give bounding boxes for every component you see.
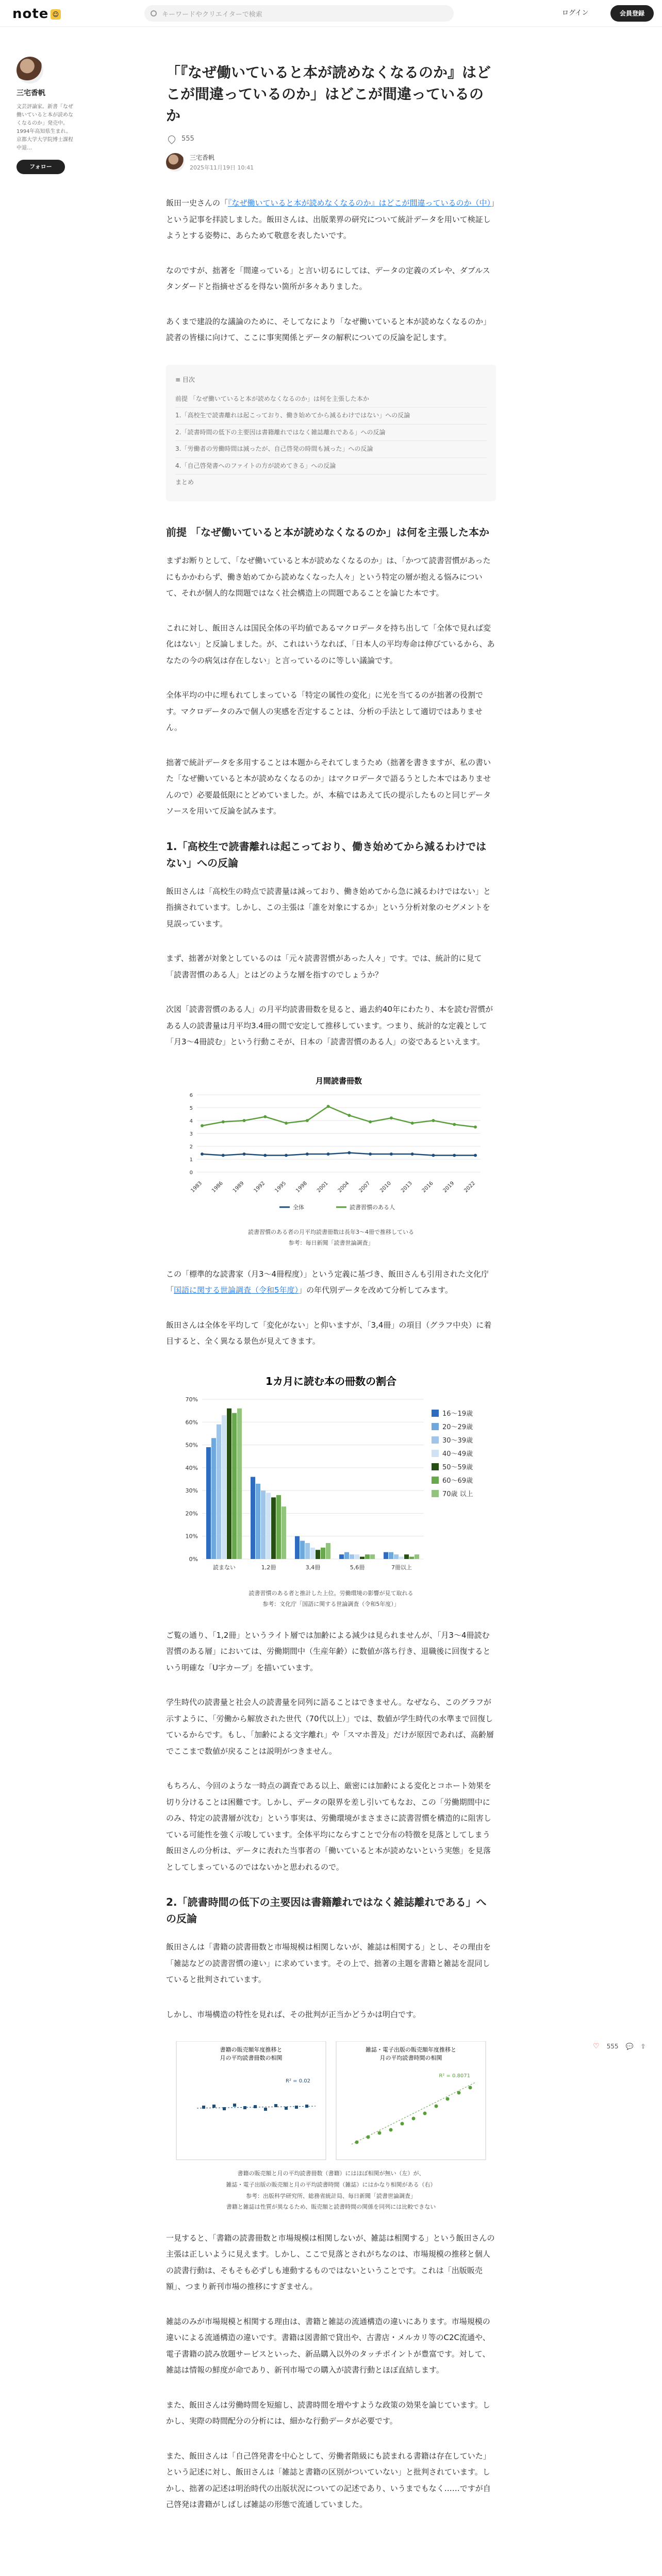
paragraph: 次図「読書習慣のある人」の月平均読書冊数を見ると、過去約40年にわたり、本を読む習慣がある人の読書量は月平均3.4冊の間で安定して推移しています。つまり、統計的な定義として「月3〜4冊読む」という行動こそが、日本の「読書習慣のある人」の姿であるといえます。 <box>166 1005 493 1047</box>
data-point <box>474 1125 477 1128</box>
section-heading: 前提 「なぜ働いていると本が読めなくなるのか」は何を主張した本か <box>166 526 489 539</box>
figure-bar-chart <box>166 1368 496 1609</box>
author-sidebar <box>16 57 73 174</box>
data-point <box>390 1153 393 1156</box>
figure-caption: 読書習慣のある者の月平均読書冊数は長年3〜4冊で推移している <box>248 1228 414 1235</box>
article-title: 「『なぜ働いていると本が読めなくなるのか』はどこが間違っているのか」はどこが間違っているのか <box>166 64 491 124</box>
scatter-point <box>446 2097 450 2101</box>
comment-icon[interactable]: 💬 <box>625 2043 634 2050</box>
legend-label: 70歳 以上 <box>442 1490 473 1498</box>
bar <box>237 1408 242 1558</box>
x-tick-label: 2016 <box>421 1180 435 1194</box>
figure-caption: 読書習慣のある者と推計した上位。労働環境の影響が見て取れる <box>249 1589 413 1597</box>
data-point <box>285 1122 288 1125</box>
bar <box>217 1424 221 1558</box>
y-tick-label: 3 <box>189 1131 193 1137</box>
y-tick-label: 6 <box>189 1092 193 1098</box>
bar <box>350 1554 354 1559</box>
scatter-point <box>243 2106 246 2109</box>
data-point <box>263 1154 267 1157</box>
x-tick-label: 5,6冊 <box>350 1564 365 1571</box>
bar <box>300 1540 305 1558</box>
data-point <box>327 1105 330 1108</box>
follow-button[interactable] <box>16 160 65 174</box>
paragraph-text-b: 」の年代別データを改めて分析してみます。 <box>299 1285 453 1295</box>
likes-row <box>166 135 496 143</box>
paragraph: 飯田さんは「高校生の時点で読書量は減っており、働き始めてから急に減るわけではない」と指摘されています。しかし、この主張は「誰を対象にするか」という分析対象のセグメントを見誤っています。 <box>166 886 491 928</box>
x-tick-label: 1992 <box>253 1180 267 1194</box>
bar <box>295 1536 300 1558</box>
figure-scatter-pair <box>166 2041 496 2211</box>
scatter-point <box>233 2104 236 2107</box>
line-chart <box>166 1069 496 1224</box>
bar <box>276 1495 281 1559</box>
bar <box>316 1550 320 1559</box>
table-of-contents <box>166 365 496 502</box>
paragraph: 全体平均の中に埋もれてしまっている「特定の属性の変化」に光を当てるのが拙著の役割です。マクロデータのみで個人の実感を否定することは、分析の手法として適切ではありません。 <box>166 690 484 733</box>
data-point <box>306 1153 309 1156</box>
data-point <box>222 1120 225 1123</box>
legend-label: 60〜69歳 <box>442 1477 473 1485</box>
y-tick-label: 0 <box>189 1170 193 1176</box>
data-point <box>369 1120 372 1123</box>
data-point <box>347 1114 351 1117</box>
x-tick-label: 2022 <box>463 1180 477 1194</box>
x-tick-label: 1989 <box>231 1180 245 1194</box>
scatter-left-title: 書籍の販売額年度推移と <box>220 2046 283 2054</box>
legend-label: 20〜29歳 <box>442 1423 473 1431</box>
data-point <box>453 1123 456 1126</box>
x-tick-label: 1983 <box>190 1180 204 1194</box>
legend-label: 30〜39歳 <box>442 1436 473 1445</box>
x-tick-label: 2013 <box>400 1180 413 1194</box>
y-tick-label: 4 <box>189 1118 193 1124</box>
legend-swatch <box>432 1463 439 1470</box>
floating-actions <box>593 2042 646 2050</box>
data-point <box>306 1119 309 1122</box>
toc-item[interactable]: 2.「読書時間の低下の主要因は書籍離れではなく雑誌離れである」への反論 <box>175 425 487 442</box>
figure-caption: 雑誌・電子出版の販売額と月の平均読書時間（雑誌）にはかなり相関がある（右） <box>226 2181 436 2189</box>
y-tick-label: 2 <box>189 1144 193 1150</box>
bar <box>384 1552 388 1558</box>
bar <box>232 1413 237 1558</box>
data-point <box>347 1151 351 1154</box>
bar <box>271 1497 276 1559</box>
floating-like-count: 555 <box>606 2043 619 2050</box>
top-header <box>0 0 662 27</box>
paragraph: また、飯田さんは「自己啓発書を中心として、労働者階級にも読まれる書籍は存在していた」という記述に対し、飯田さんは「雑誌と書籍の区別がついていない」と批判されています。しかし、拙著の記述は明治時代の出版状況についての記述であり、いうまでもなく……ですが自己啓発は書籍がしばしば雑誌の形態で流通していました。 <box>166 2451 491 2510</box>
x-tick-label: 2001 <box>316 1180 329 1194</box>
bar <box>227 1408 231 1558</box>
scatter-point <box>469 2086 472 2090</box>
paragraph: 雑誌のみが市場規模と相関する理由は、書籍と雑誌の流通構造の違いにあります。市場規模の違いによる流通構造の違いです。書籍は図書館で貸出や、古書店・メルカリ等のC2C流通や、電子書籍の読み放題サービスといった、新品購入以外のタッチポイントが豊富です。対して、雑誌は情報の鮮度が命であり、新刊市場での購入が読書行動とほぼ直結します。 <box>166 2316 490 2375</box>
y-tick-label: 5 <box>189 1105 193 1111</box>
bar-chart <box>166 1368 496 1585</box>
x-tick-label: 2010 <box>379 1180 393 1194</box>
figure-caption: 書籍と雑誌は性質が異なるため、販売額と読書時間の関係を同列には比較できない <box>226 2204 436 2211</box>
like-count: 555 <box>181 135 194 143</box>
data-point <box>432 1119 435 1122</box>
bar <box>211 1438 216 1559</box>
legend-label: 50〜59歳 <box>442 1463 473 1471</box>
figure-caption: 参考：出版科学研究所、総務省統計局、毎日新聞「読書世論調査」 <box>246 2192 416 2199</box>
scatter-point <box>367 2136 370 2139</box>
scatter-point <box>254 2105 257 2108</box>
scatter-point <box>295 2106 298 2109</box>
figure-caption: 書籍の販売額と月の平均読書冊数（書籍）にはほぼ相関が無い（左）が、 <box>237 2170 425 2177</box>
bar <box>251 1477 255 1558</box>
paragraph: また、飯田さんは労働時間を短縮し、読書時間を増やすような政策の効果を論じています。しかし、実際の時間配分の分析には、細かな行動データが必要です。 <box>166 2400 490 2426</box>
follow-label: フォロー <box>29 163 52 170</box>
y-tick-label: 0% <box>189 1555 198 1563</box>
x-tick-label: 3,4冊 <box>305 1564 321 1571</box>
x-tick-label: 読まない <box>213 1564 236 1571</box>
author-row <box>166 153 496 172</box>
legend-label: 全体 <box>293 1204 304 1211</box>
article <box>166 62 496 2532</box>
x-tick-label: 1995 <box>274 1180 288 1194</box>
chart-title: 月間読書冊数 <box>315 1076 362 1086</box>
x-tick-label: 2004 <box>337 1180 351 1194</box>
paragraph: ご覧の通り、「1,2冊」というライト層では加齢による減少は見られませんが、「月3〜4冊読む習慣のある層」においては、労働期間中（生産年齢）に数値が落ち行き、退職後に回復するという明確な「U字カーブ」を描いています。 <box>166 1630 491 1672</box>
share-icon[interactable]: ⇪ <box>640 2043 646 2050</box>
paragraph: 飯田さんは全体を平均して「変化がない」と仰いますが、「3,4冊」の項目（グラフ中央）に着目すると、全く異なる景色が見えてきます。 <box>166 1320 492 1346</box>
x-tick-label: 2007 <box>358 1180 372 1194</box>
survey-link[interactable]: 国語に関する世論調査（令和5年度） <box>174 1285 299 1295</box>
paragraph-text-a: この「標準的な読書家（月3〜4冊程度）」という定義に基づき、飯田さんも引用された文化庁「 <box>166 1269 489 1295</box>
legend-swatch <box>432 1477 439 1484</box>
legend-swatch <box>432 1410 439 1417</box>
bar <box>370 1554 375 1559</box>
bar <box>355 1554 359 1559</box>
bar <box>305 1543 310 1559</box>
r2-label-right: R² = 0.8071 <box>439 2073 470 2079</box>
scatter-left-title: 月の平均読書冊数の相関 <box>220 2055 283 2062</box>
scatter-point <box>264 2108 267 2111</box>
data-point <box>243 1153 246 1156</box>
section-heading: 1.「高校生で読書離れは起こっており、働き始めてから減るわけではない」への反論 <box>166 840 487 869</box>
intro-text-b: 」という記事を拝読しました。飯田さんは、出版業界の研究について統計データを用いて検証しようとする姿勢に、あらためて敬意を表したいです。 <box>166 198 495 240</box>
scatter-point <box>223 2107 226 2110</box>
paragraph: 一見すると、「書籍の読書冊数と市場規模は相関しないが、雑誌は相関する」という飯田さんの主張は正しいように見えます。しかし、ここで見落とされがちなのは、市場規模の推移と個人の読書行動は、そもそも必ずしも連動するものではないということです。これは「出版販売額」、つまり新刊市場の推移にすぎません。 <box>166 2233 495 2292</box>
data-point <box>201 1153 204 1156</box>
data-point <box>285 1154 288 1157</box>
toc-item[interactable]: まとめ <box>175 479 194 486</box>
paragraph: しかし、市場構造の特性を見れば、その批判が正当かどうかは明白です。 <box>166 2009 421 2019</box>
scatter-right-title: 雑誌・電子出版の販売額年度推移と <box>366 2046 456 2054</box>
toc-heading-label: 目次 <box>182 376 195 383</box>
publish-date: 2025年11月19日 10:41 <box>190 164 254 171</box>
scatter-point <box>412 2117 416 2121</box>
toc-item[interactable]: 4.「自己啓発書へのファイトの方が読めてきる」への反論 <box>175 458 487 475</box>
data-point <box>390 1116 393 1120</box>
series-line <box>202 1106 475 1127</box>
scatter-point <box>305 2105 308 2108</box>
signup-button[interactable]: 会員登録 <box>610 5 654 22</box>
scatter-point <box>274 2104 277 2107</box>
y-tick-label: 1 <box>189 1157 193 1163</box>
data-point <box>453 1154 456 1157</box>
logo-face-icon: ☺ <box>51 9 61 20</box>
paragraph: あくまで建設的な議論のために、そしてなにより「なぜ働いていると本が読めなくなるのか」読者の皆様に向けて、ここに事実関係とデータの解釈についての反論を記します。 <box>166 316 491 342</box>
figure-caption: 参考：文化庁「国語に関する世論調査（令和5年度）」 <box>262 1601 400 1608</box>
y-tick-label: 10% <box>185 1533 198 1540</box>
paragraph: 飯田さんは「書籍の読書冊数と市場規模は相関しないが、雑誌は相関する」とし、その理由を「雑誌などの読書習慣の違い」に求めています。その上で、拙著の主題を書籍と雑誌を混同していると批判されています。 <box>166 1942 491 1985</box>
data-point <box>411 1122 414 1125</box>
data-point <box>432 1154 435 1157</box>
toc-heading[interactable]: ≡ 目次 <box>175 376 195 383</box>
data-point <box>474 1154 477 1157</box>
bar <box>394 1554 399 1559</box>
legend-swatch <box>432 1423 439 1430</box>
data-point <box>369 1153 372 1156</box>
referenced-article-link[interactable]: 『なぜ働いていると本が読めなくなるのか』はどこが間違っているのか（中） <box>228 198 491 208</box>
scatter-point <box>435 2105 438 2108</box>
bar <box>360 1556 365 1558</box>
data-point <box>243 1119 246 1122</box>
x-tick-label: 1986 <box>211 1180 224 1194</box>
scatter-point <box>355 2141 359 2144</box>
bar <box>365 1554 370 1559</box>
x-tick-label: 2019 <box>442 1180 456 1194</box>
paragraph: もちろん、今回のような一時点の調査である以上、厳密には加齢による変化とコホート効果を切り分けることは困難です。しかし、データの限界を差し引いてもなお、この「労働期間中にのみ、特定の読書層が沈む」という事実は、労働環境がまさまさに読書習慣を構造的に阻害している可能性を強く示唆しています。全体平均にならすことで分布の特徴を見落としてしまう飯田さんの分析は、データに表れた当事者の「働いていると本が読めないという実態」を見落としてしまっているのではないかと思われるので。 <box>166 1781 491 1872</box>
x-tick-label: 1998 <box>295 1180 308 1194</box>
scatter-right-title: 月の平均読書時間の相関 <box>379 2055 442 2062</box>
legend-label: 16〜19歳 <box>442 1410 473 1418</box>
toc-item[interactable]: 1.「高校生で読書離れは起こっており、働き始めてから減るわけではない」への反論 <box>175 408 487 425</box>
search-input[interactable] <box>144 5 454 22</box>
scatter-point <box>457 2091 461 2095</box>
x-tick-label: 1,2冊 <box>261 1564 276 1571</box>
scatter-point <box>212 2105 216 2108</box>
scatter-point <box>202 2106 205 2109</box>
scatter-pair <box>166 2041 496 2165</box>
scatter-point <box>423 2112 427 2115</box>
bar <box>399 1556 404 1558</box>
toc-item[interactable]: 3.「労働者の労働時間は減ったが、自己啓発の時間も減った」への反論 <box>175 441 487 458</box>
bar <box>266 1493 271 1558</box>
search-icon <box>151 10 157 16</box>
bar <box>310 1548 315 1559</box>
bar <box>389 1552 393 1558</box>
scatter-point <box>401 2122 404 2126</box>
paragraph: まずお断りとして、「なぜ働いていると本が読めなくなるのか」は、「かつて読書習慣があったにもかかわらず、働き始めてから読めなくなった人々」という特定の層が抱える悩みについて、それが個人的な問題ではなく社会構造上の問題であることを論じた本です。 <box>166 556 491 598</box>
author-name[interactable]: 三宅香帆 <box>190 154 215 161</box>
sidebar-avatar[interactable] <box>16 57 43 83</box>
scatter-point <box>378 2131 382 2135</box>
r2-label-left: R² = 0.02 <box>286 2078 310 2084</box>
legend-swatch <box>432 1436 439 1444</box>
bar <box>206 1447 211 1559</box>
y-tick-label: 40% <box>185 1464 198 1471</box>
paragraph: 学生時代の読書量と社会人の読書量を同列に語ることはできません。なぜなら、このグラフが示すように、「労働から解放された世代（70代以上）」では、数値が学生時代の水準まで回復しているからです。もし、「加齢による文字離れ」や「スマホ普及」だけが原因であれば、高齢層でここまで数値が戻ることは説明がつきません。 <box>166 1698 494 1756</box>
data-point <box>411 1153 414 1156</box>
legend-label: 40〜49歳 <box>442 1450 473 1458</box>
x-tick-label: 7冊以上 <box>391 1564 412 1571</box>
sidebar-author-bio: 文芸評論家。新書「なぜ働いていると本が読めなくなるのか」発売中。1994年高知県生まれ。京都大学大学院博士課程中退… <box>16 104 73 151</box>
paragraph: 拙著で統計データを多用することは本題からそれてしまうため（拙著を書きますが、私の書いた「なぜ働いていると本が読めなくなるのか」はマクロデータで語るうとした本ではありませんので）必要最低限にとどめていました。が、本稿ではあえて氏の提示したものと同じデータソースを用いて反論を試みます。 <box>166 757 491 816</box>
legend-label: 読書習慣のある人 <box>350 1204 395 1211</box>
paragraph <box>166 1266 496 1299</box>
sidebar-author-name[interactable]: 三宅香帆 <box>16 89 45 97</box>
data-point <box>201 1124 204 1127</box>
login-link[interactable]: ログイン <box>562 9 589 17</box>
author-avatar[interactable] <box>166 153 185 172</box>
heart-icon[interactable] <box>167 134 177 144</box>
legend-swatch <box>432 1490 439 1497</box>
search-placeholder: キーワードやクリエイターで検索 <box>162 10 262 19</box>
y-tick-label: 50% <box>185 1442 198 1449</box>
bar <box>256 1484 260 1559</box>
bar <box>415 1554 419 1559</box>
paragraph: これに対し、飯田さんは国民全体の平均値であるマクロデータを持ち出して「全体で見れば変化はない」と反論しました。が、これはいうなれば、「日本人の平均寿命は伸びているから、あなたの今の病気は存在しない」と言っているのに等しい議論です。 <box>166 623 495 665</box>
y-tick-label: 60% <box>185 1419 198 1426</box>
bar <box>339 1554 344 1559</box>
bar <box>409 1556 414 1558</box>
intro-paragraph <box>166 195 496 244</box>
intro-text-a: 飯田一史さんの「 <box>166 198 228 208</box>
bar <box>344 1552 349 1558</box>
chart-title: 1カ月に読む本の冊数の割合 <box>266 1375 396 1387</box>
scatter-point <box>285 2107 288 2110</box>
data-point <box>263 1115 267 1118</box>
data-point <box>222 1154 225 1157</box>
data-point <box>327 1153 330 1156</box>
paragraph: なのですが、拙著を「間違っている」と言い切るにしては、データの定義のズレや、ダブルスタンダードと指摘せざるを得ない箇所が多々ありました。 <box>166 265 490 291</box>
bar <box>404 1554 409 1559</box>
y-tick-label: 70% <box>185 1396 198 1403</box>
legend-swatch <box>432 1450 439 1457</box>
like-heart-icon[interactable]: ♡ <box>593 2042 600 2050</box>
y-tick-label: 30% <box>185 1487 198 1494</box>
paragraph: まず、拙著が対象としているのは「元々読書習慣があった人々」です。では、統計的に見て「読書習慣のある人」とはどのような層を指すのでしょうか？ <box>166 954 482 979</box>
note-logo[interactable]: note ☺ <box>12 6 61 22</box>
figure-line-chart <box>166 1069 496 1248</box>
toc-item[interactable]: 前提 「なぜ働いていると本が読めなくなるのか」は何を主張した本か <box>175 391 487 408</box>
bar <box>261 1490 266 1559</box>
bar <box>326 1543 330 1559</box>
figure-caption: 参考：毎日新聞「読書世論調査」 <box>288 1240 374 1247</box>
section-heading: 2.「読書時間の低下の主要因は書籍離れではなく雑誌離れである」への反論 <box>166 1896 487 1925</box>
bar <box>282 1506 286 1559</box>
y-tick-label: 20% <box>185 1510 198 1517</box>
scatter-point <box>389 2128 393 2132</box>
bar <box>222 1415 226 1559</box>
bar <box>321 1548 325 1559</box>
